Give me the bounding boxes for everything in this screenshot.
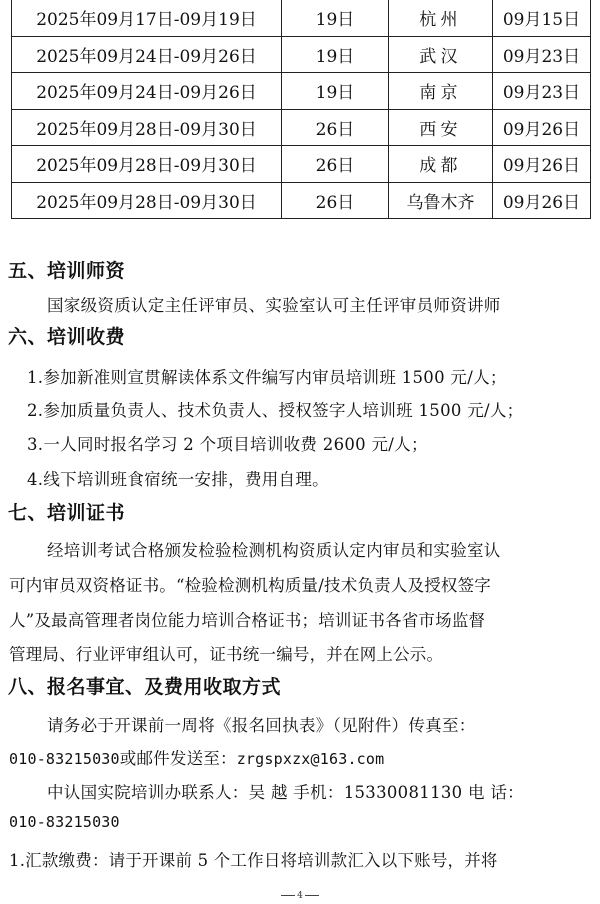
fax-number: 010-83215030: [9, 750, 120, 768]
date-cell: 2025年09月28日-09月30日: [12, 182, 282, 219]
deadline-cell: 09月23日: [493, 36, 591, 73]
section-heading-fees: 六、培训收费: [8, 326, 126, 348]
date-cell: 2025年09月17日-09月19日: [12, 0, 282, 36]
section-heading-certificate: 七、培训证书: [8, 502, 126, 524]
deadline-cell: 09月26日: [493, 182, 591, 219]
city-cell: 武汉: [389, 36, 493, 73]
contact-line: 中认国实院培训办联系人：吴 越 手机：15330081130 电 话：: [47, 783, 524, 802]
table-row: [12, 182, 591, 219]
city-cell: 杭州: [389, 0, 493, 36]
email-prefix: 或邮件发送至：: [119, 749, 237, 768]
date-cell: 2025年09月24日-09月26日: [12, 73, 282, 110]
table-row: [12, 109, 591, 146]
certificate-text-line: 可内审员双资格证书。“检验检测机构质量/技术负责人及授权签字: [9, 576, 491, 595]
fee-item: 1.参加新准则宣贯解读体系文件编写内审员培训班 1500 元/人；: [27, 368, 507, 387]
contact-phone: [9, 812, 120, 831]
deadline-cell: 09月15日: [493, 0, 591, 36]
faculty-text: 国家级资质认定主任评审员、实验室认可主任评审员师资讲师: [47, 296, 501, 315]
city-cell: 南京: [389, 73, 493, 110]
registration-instruction: 请务必于开课前一周将《报名回执表》（见附件）传真至：: [47, 716, 476, 735]
deadline-cell: 09月26日: [493, 109, 591, 146]
certificate-text-line: 经培训考试合格颁发检验检测机构资质认定内审员和实验室认: [47, 541, 501, 560]
certificate-text-line: 人”及最高管理者岗位能力培训合格证书；培训证书各省市场监督: [9, 611, 486, 630]
date-cell: 2025年09月28日-09月30日: [12, 146, 282, 183]
section-heading-faculty: 五、培训师资: [8, 260, 126, 282]
checkin-cell: 26日: [282, 182, 389, 219]
date-cell: 2025年09月28日-09月30日: [12, 109, 282, 146]
schedule-table: [11, 0, 591, 219]
fee-item: 4.线下培训班食宿统一安排，费用自理。: [27, 470, 329, 489]
fee-item: 3.一人同时报名学习 2 个项目培训收费 2600 元/人；: [27, 435, 428, 454]
table-row: [12, 146, 591, 183]
table-row: [12, 73, 591, 110]
date-cell: 2025年09月24日-09月26日: [12, 36, 282, 73]
checkin-cell: 19日: [282, 73, 389, 110]
page-number: [260, 891, 340, 901]
deadline-cell: 09月26日: [493, 146, 591, 183]
checkin-cell: 26日: [282, 109, 389, 146]
checkin-cell: 26日: [282, 146, 389, 183]
page-number-text: 4: [297, 891, 303, 901]
table-row: [12, 36, 591, 73]
city-cell: 乌鲁木齐: [389, 182, 493, 219]
contact-phone-number: 010-83215030: [9, 813, 120, 831]
checkin-cell: 19日: [282, 0, 389, 36]
email-address[interactable]: zrgspxzx@163.com: [236, 750, 385, 768]
city-cell: 西安: [389, 109, 493, 146]
deadline-cell: 09月23日: [493, 73, 591, 110]
section-heading-registration: 八、报名事宜、及费用收取方式: [8, 676, 282, 698]
city-cell: 成都: [389, 146, 493, 183]
certificate-text-line: 管理局、行业评审组认可，证书统一编号，并在网上公示。: [9, 645, 444, 664]
payment-line: 1.汇款缴费：请于开课前 5 个工作日将培训款汇入以下账号，并将: [9, 851, 498, 870]
fee-item: 2.参加质量负责人、技术负责人、授权签字人培训班 1500 元/人；: [27, 401, 524, 420]
table-row: [12, 0, 591, 36]
checkin-cell: 19日: [282, 36, 389, 73]
fax-email-line: [9, 745, 384, 769]
